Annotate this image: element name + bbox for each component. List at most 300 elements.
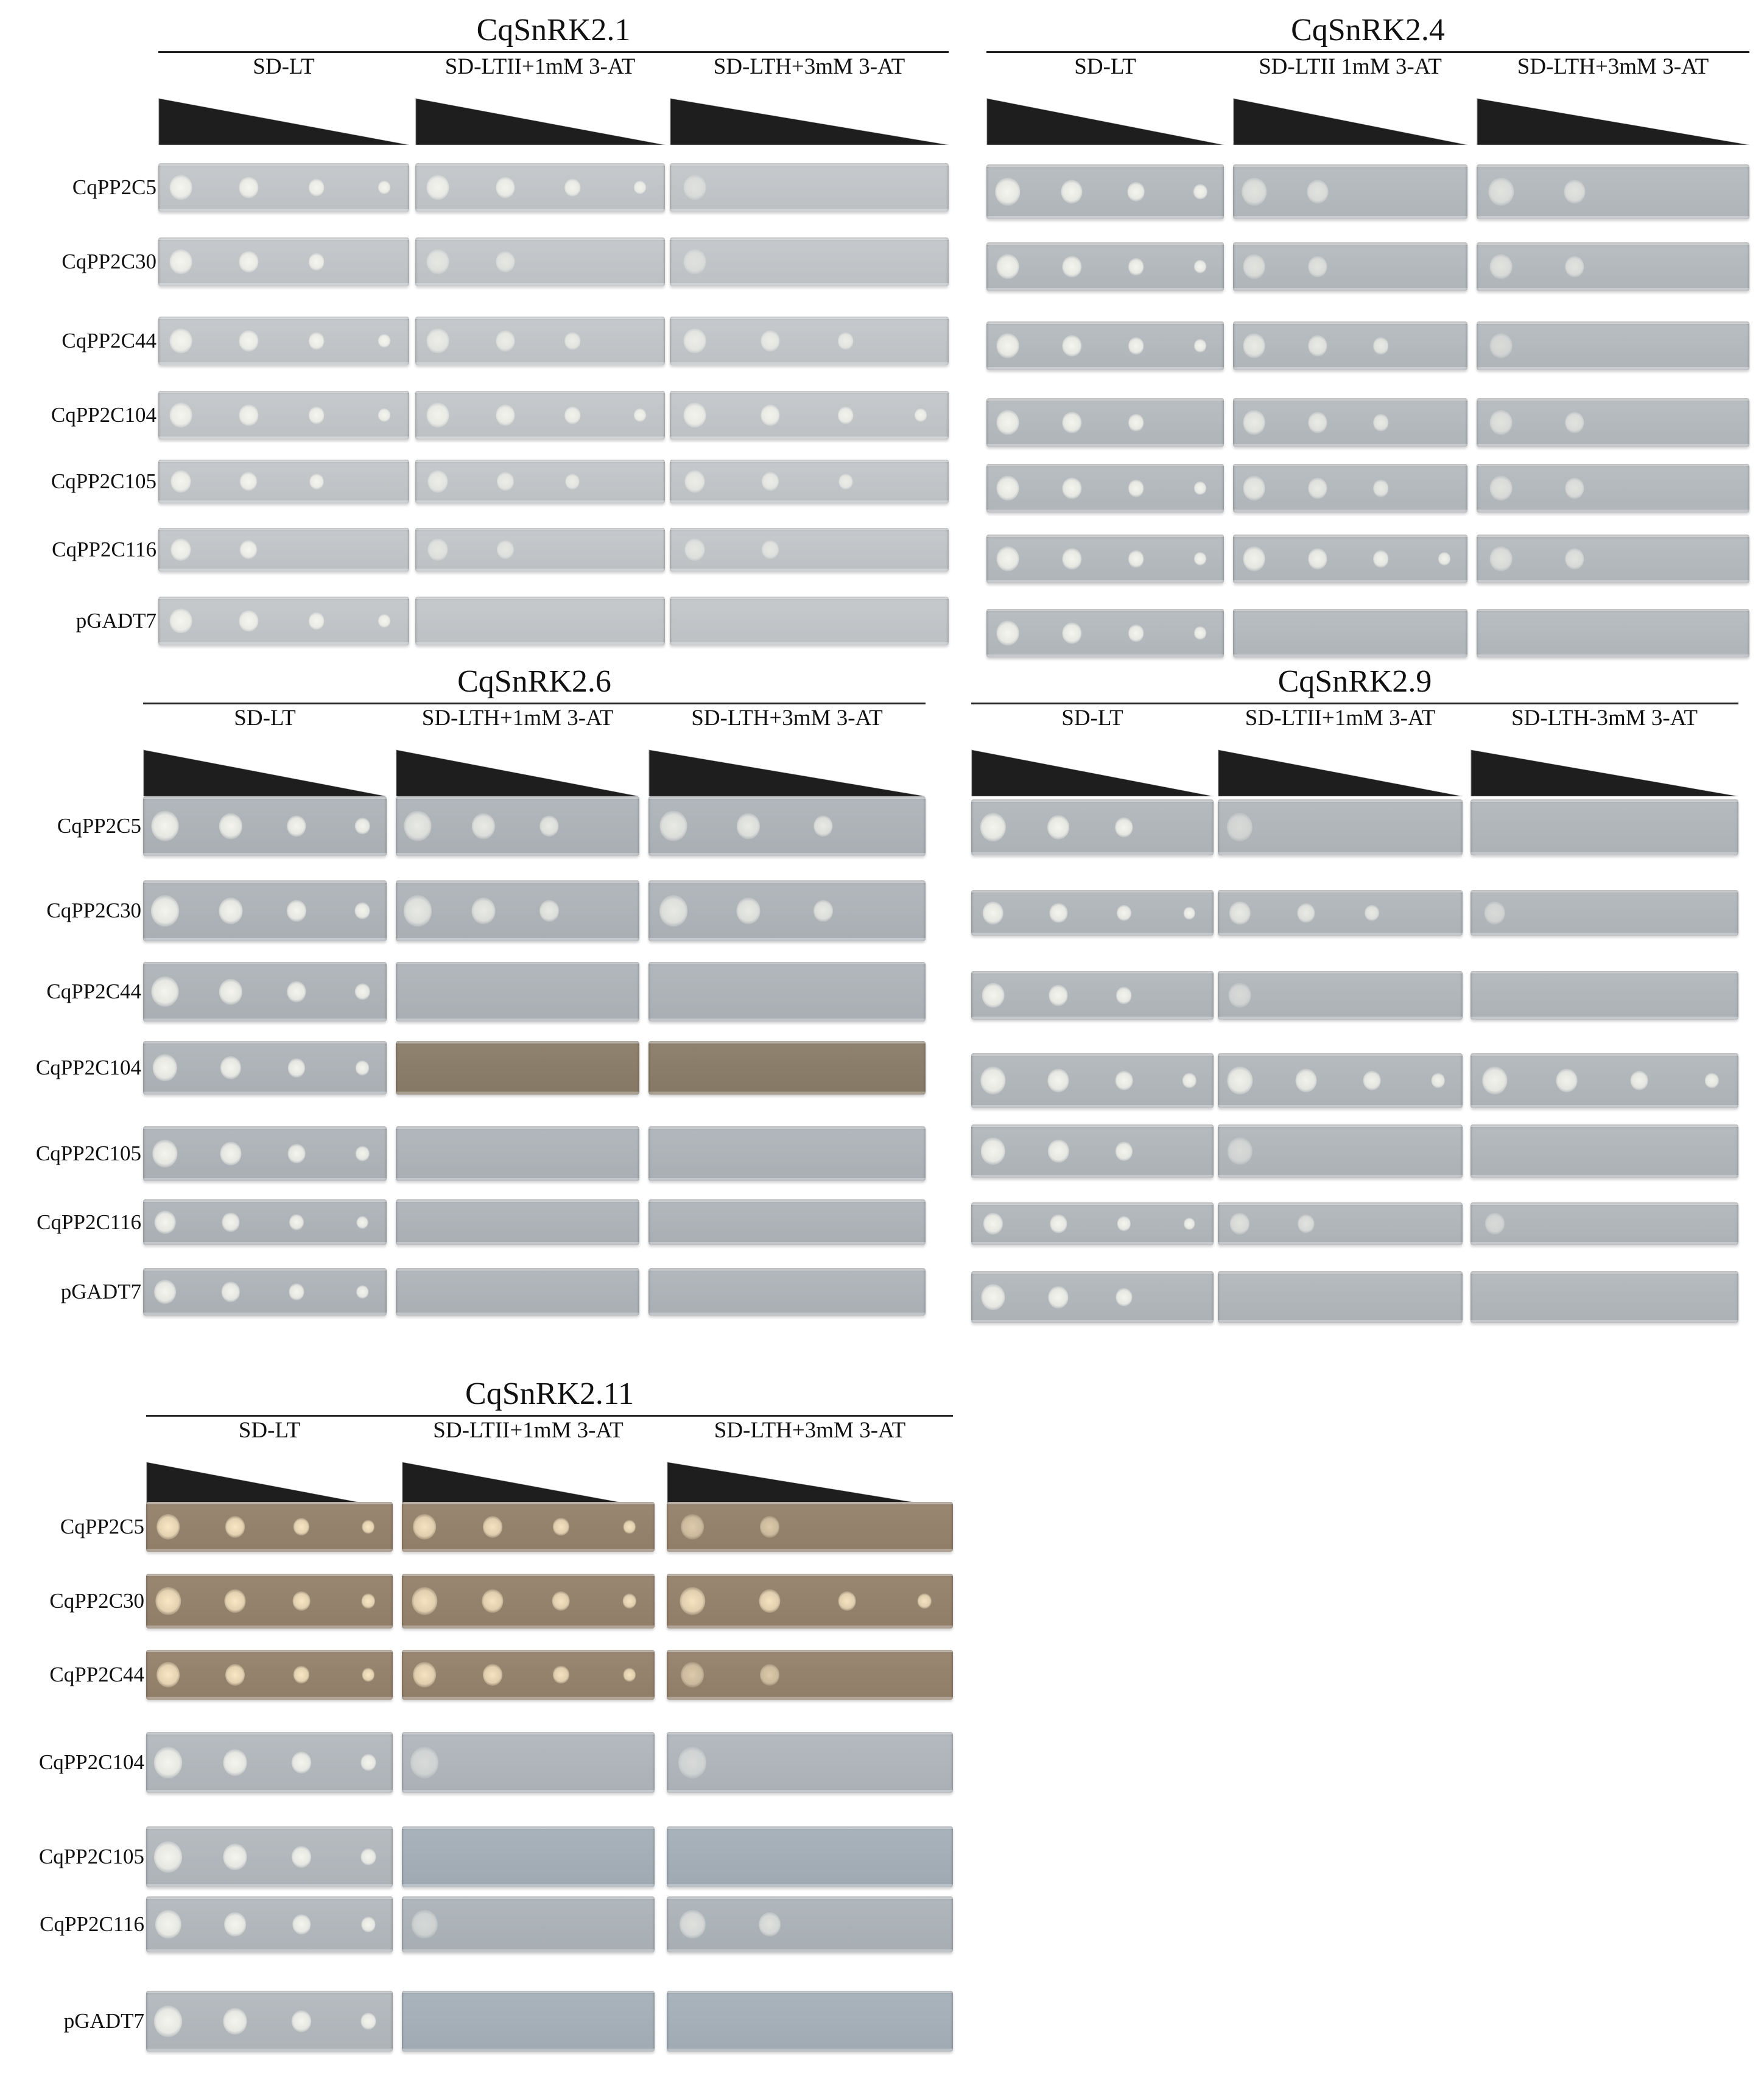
plate-strip: [1477, 535, 1749, 583]
colony-spot: [170, 402, 192, 427]
plate-strip: [667, 1826, 953, 1887]
plate-strip: [986, 242, 1224, 291]
colony-spot: [1117, 1216, 1131, 1231]
title-underline: [986, 51, 1749, 53]
colony-spot: [1483, 983, 1506, 1008]
colony-spot: [1438, 339, 1450, 352]
colony-spot: [1363, 1071, 1381, 1090]
colony-spot: [1482, 1137, 1506, 1165]
colony-spot: [1308, 478, 1327, 499]
colony-spot: [608, 983, 623, 1000]
column-header: SD-LT: [1074, 54, 1136, 79]
colony-spot: [622, 2013, 637, 2030]
colony-spot: [983, 1213, 1003, 1235]
plate-strip: [1477, 242, 1749, 291]
colony-spot: [1640, 182, 1657, 202]
colony-spot: [838, 332, 854, 350]
row-label: CqPP2C105: [35, 1141, 141, 1165]
plate-strip: [971, 1271, 1214, 1323]
column-header: SD-LTH+3mM 3-AT: [1517, 54, 1709, 79]
colony-spot: [837, 1846, 857, 1868]
colony-spot: [1116, 987, 1132, 1005]
title-underline: [158, 51, 949, 53]
colony-spot: [1194, 260, 1206, 273]
colony-spot: [680, 1910, 705, 1938]
colony-spot: [1063, 412, 1081, 433]
colony-spot: [838, 542, 852, 558]
column-header: SD-LTH+1mM 3-AT: [421, 706, 614, 731]
colony-spot: [634, 544, 645, 556]
colony-spot: [1631, 1288, 1648, 1306]
colony-spot: [737, 1141, 759, 1165]
colony-spot: [1364, 1288, 1380, 1306]
dilution-wedge: [1471, 749, 1738, 796]
plate-strip: [1233, 242, 1467, 291]
colony-spot: [684, 249, 706, 274]
colony-spot: [151, 977, 178, 1007]
colony-spot: [360, 1754, 376, 1771]
dilution-wedge: [158, 97, 409, 145]
colony-spot: [171, 470, 191, 493]
colony-spot: [309, 407, 325, 424]
colony-spot: [815, 1058, 832, 1078]
colony-spot: [918, 1916, 932, 1932]
colony-spot: [1432, 1144, 1445, 1159]
colony-spot: [1716, 482, 1728, 495]
colony-spot: [917, 2013, 932, 2030]
colony-spot: [356, 1061, 369, 1076]
colony-spot: [608, 1061, 622, 1076]
dilution-wedge: [1477, 97, 1749, 145]
colony-spot: [427, 470, 448, 493]
colony-spot: [405, 1140, 430, 1168]
colony-spot: [623, 1520, 636, 1534]
plate-strip: [1218, 1271, 1463, 1323]
plate-strip: [415, 391, 665, 440]
colony-spot: [890, 818, 905, 834]
colony-spot: [378, 614, 390, 628]
colony-spot: [814, 1144, 832, 1163]
plate-strip: [158, 597, 409, 645]
colony-spot: [997, 620, 1019, 645]
colony-spot: [1063, 623, 1081, 644]
colony-spot: [565, 253, 581, 271]
colony-spot: [680, 1587, 705, 1615]
colony-spot: [288, 1144, 306, 1163]
colony-spot: [681, 1662, 704, 1688]
plate-strip: [1477, 398, 1749, 447]
colony-spot: [1438, 416, 1450, 429]
column-header: SD-LTII+1mM 3-AT: [445, 54, 636, 79]
colony-spot: [1706, 1218, 1717, 1230]
plate-strip: [1218, 971, 1463, 1020]
plate-strip: [415, 528, 665, 572]
colony-spot: [153, 1054, 177, 1081]
colony-spot: [1182, 819, 1196, 835]
colony-spot: [1295, 815, 1317, 840]
colony-spot: [1559, 1215, 1575, 1233]
colony-spot: [759, 1912, 781, 1937]
colony-spot: [1115, 818, 1133, 838]
colony-spot: [1228, 1137, 1252, 1165]
plate-strip: [670, 597, 949, 645]
plate-strip: [670, 237, 949, 286]
plate-strip: [986, 321, 1224, 370]
colony-spot: [997, 546, 1019, 571]
dilution-wedge: [1218, 749, 1463, 796]
colony-spot: [1373, 480, 1389, 497]
colony-spot: [154, 1841, 182, 1873]
colony-spot: [1194, 482, 1206, 495]
plate-strip: [971, 971, 1214, 1020]
colony-spot: [739, 1282, 757, 1302]
colony-spot: [240, 540, 257, 559]
panel-title: CqSnRK2.9: [1277, 664, 1432, 699]
colony-spot: [891, 1146, 905, 1161]
colony-spot: [287, 815, 306, 836]
colony-spot: [496, 405, 515, 426]
row-label: pGADT7: [76, 609, 156, 633]
colony-spot: [1438, 552, 1450, 566]
colony-spot: [915, 475, 926, 488]
colony-spot: [1631, 987, 1647, 1005]
row-label: CqPP2C104: [51, 403, 156, 427]
colony-spot: [685, 470, 705, 493]
colony-spot: [219, 897, 243, 924]
colony-spot: [170, 328, 192, 353]
plate-strip: [415, 597, 665, 645]
colony-spot: [1182, 1073, 1196, 1088]
colony-spot: [378, 409, 390, 422]
colony-spot: [406, 1054, 430, 1081]
colony-spot: [1557, 1286, 1577, 1308]
column-header: SD-LTH+3mM 3-AT: [691, 706, 883, 731]
plate-strip: [648, 880, 926, 941]
colony-spot: [474, 1212, 492, 1232]
colony-spot: [410, 1841, 438, 1873]
colony-spot: [890, 902, 905, 919]
plate-strip: [402, 1650, 655, 1700]
plate-strip: [146, 1502, 393, 1552]
colony-spot: [838, 1915, 856, 1935]
plate-strip: [1471, 1202, 1738, 1245]
row-label: CqPP2C105: [38, 1845, 144, 1868]
colony-spot: [361, 1593, 375, 1608]
colony-spot: [918, 1668, 931, 1682]
row-label: CqPP2C5: [60, 1515, 144, 1538]
colony-spot: [170, 608, 192, 633]
colony-spot: [1365, 905, 1379, 921]
colony-spot: [1372, 182, 1390, 202]
panel-cqsnrk2-4: [962, 12, 1749, 664]
colony-spot: [892, 1285, 904, 1299]
title-underline: [146, 1415, 953, 1417]
colony-spot: [890, 983, 905, 1000]
plate-strip: [146, 1732, 393, 1793]
colony-spot: [541, 1144, 558, 1163]
colony-spot: [1296, 1140, 1316, 1163]
colony-spot: [1558, 985, 1576, 1006]
plate-strip: [1233, 321, 1467, 370]
colony-spot: [356, 1285, 368, 1299]
colony-spot: [154, 2005, 182, 2037]
colony-spot: [1308, 623, 1327, 644]
colony-spot: [1373, 337, 1389, 355]
colony-spot: [1063, 478, 1081, 499]
colony-spot: [917, 1754, 932, 1771]
plate-strip: [402, 1732, 655, 1793]
dilution-wedge: [143, 749, 387, 796]
colony-spot: [1047, 815, 1069, 840]
colony-spot: [981, 1284, 1005, 1311]
colony-spot: [287, 981, 306, 1002]
colony-spot: [239, 177, 258, 198]
colony-spot: [1063, 256, 1081, 278]
colony-spot: [1490, 546, 1513, 571]
colony-spot: [1307, 180, 1328, 203]
colony-spot: [1631, 1141, 1648, 1161]
colony-spot: [472, 979, 495, 1005]
colony-spot: [378, 334, 390, 348]
plate-strip: [1233, 609, 1467, 658]
colony-spot: [634, 255, 646, 268]
plate-strip: [402, 1502, 655, 1552]
colony-spot: [1564, 180, 1586, 203]
colony-spot: [917, 1848, 932, 1865]
colony-spot: [362, 1520, 374, 1534]
colony-spot: [1565, 478, 1584, 499]
panel-cqsnrk2-1: [12, 12, 949, 651]
colony-spot: [1716, 552, 1728, 566]
colony-spot: [239, 611, 258, 632]
colony-spot: [1373, 414, 1389, 432]
colony-spot: [292, 1846, 311, 1868]
plate-strip: [648, 1126, 926, 1181]
colony-spot: [1705, 1144, 1718, 1159]
plate-strip: [667, 1732, 953, 1793]
colony-spot: [982, 983, 1004, 1008]
colony-spot: [360, 2013, 376, 2030]
colony-spot: [410, 2005, 438, 2037]
plate-strip: [1477, 609, 1749, 658]
colony-spot: [1715, 184, 1729, 199]
plate-strip: [648, 1199, 926, 1245]
colony-spot: [412, 1910, 437, 1938]
plate-strip: [670, 391, 949, 440]
colony-spot: [155, 1910, 181, 1938]
colony-spot: [761, 405, 779, 426]
plate-strip: [143, 1199, 387, 1245]
colony-spot: [1063, 335, 1081, 357]
colony-spot: [288, 1058, 305, 1078]
colony-spot: [678, 2005, 706, 2037]
plate-strip: [986, 164, 1224, 219]
dilution-wedge: [670, 97, 949, 145]
colony-spot: [758, 1843, 782, 1870]
plate-strip: [1233, 164, 1467, 219]
colony-spot: [1438, 482, 1450, 495]
colony-spot: [154, 1747, 182, 1778]
colony-spot: [1308, 256, 1327, 278]
colony-spot: [915, 409, 927, 422]
colony-spot: [1295, 1068, 1316, 1092]
plate-strip: [986, 535, 1224, 583]
column-header: SD-LTII+1mM 3-AT: [433, 1418, 624, 1443]
colony-spot: [838, 612, 854, 630]
colony-spot: [608, 1146, 622, 1161]
colony-spot: [482, 1912, 504, 1937]
plate-strip: [1218, 890, 1463, 936]
plate-strip: [396, 1041, 639, 1095]
plate-strip: [670, 460, 949, 503]
colony-spot: [225, 1516, 245, 1538]
plate-strip: [402, 1991, 655, 2052]
colony-spot: [553, 1666, 569, 1683]
colony-spot: [473, 1056, 494, 1079]
colony-spot: [1705, 1073, 1719, 1088]
colony-spot: [1482, 1067, 1507, 1095]
colony-spot: [1630, 818, 1648, 838]
colony-spot: [427, 538, 448, 561]
colony-spot: [240, 472, 257, 491]
colony-spot: [472, 813, 495, 840]
colony-spot: [813, 900, 833, 922]
colony-spot: [838, 179, 854, 197]
plate-strip: [648, 1041, 926, 1095]
plate-strip: [402, 1574, 655, 1629]
colony-spot: [239, 405, 258, 426]
colony-spot: [362, 1668, 374, 1682]
colony-spot: [483, 1516, 502, 1538]
colony-spot: [219, 979, 242, 1005]
plate-strip: [146, 1826, 393, 1887]
plate-strip: [1218, 1202, 1463, 1245]
colony-spot: [496, 331, 515, 352]
plate-strip: [415, 237, 665, 286]
colony-spot: [539, 900, 559, 922]
colony-spot: [473, 1141, 494, 1165]
colony-spot: [426, 608, 449, 633]
colony-spot: [293, 1591, 311, 1611]
colony-spot: [736, 897, 760, 924]
colony-spot: [170, 175, 192, 200]
colony-spot: [154, 1280, 176, 1304]
row-label: CqPP2C5: [72, 175, 156, 199]
colony-spot: [378, 181, 390, 194]
colony-spot: [565, 612, 581, 630]
colony-spot: [1481, 813, 1507, 841]
colony-spot: [760, 1664, 779, 1686]
plate-strip: [670, 317, 949, 365]
colony-spot: [1128, 414, 1144, 432]
colony-spot: [309, 612, 325, 630]
colony-spot: [497, 540, 514, 559]
colony-spot: [1706, 906, 1718, 919]
colony-spot: [622, 1916, 636, 1932]
colony-spot: [837, 1752, 857, 1773]
colony-spot: [737, 813, 760, 840]
colony-spot: [1308, 335, 1327, 357]
colony-spot: [309, 179, 325, 197]
colony-spot: [1049, 985, 1068, 1006]
colony-spot: [404, 811, 431, 841]
colony-spot: [1640, 480, 1656, 497]
colony-spot: [552, 1591, 570, 1611]
colony-spot: [566, 542, 580, 558]
colony-spot: [1490, 620, 1513, 645]
plate-strip: [986, 464, 1224, 513]
colony-spot: [157, 1662, 180, 1688]
colony-spot: [1049, 1286, 1069, 1308]
colony-spot: [1117, 905, 1131, 921]
colony-spot: [1182, 1144, 1196, 1159]
colony-spot: [481, 2008, 505, 2035]
colony-spot: [1432, 1290, 1444, 1305]
colony-spot: [170, 249, 192, 274]
colony-spot: [410, 1747, 438, 1778]
plate-strip: [1471, 799, 1738, 855]
row-label: pGADT7: [63, 2009, 144, 2033]
colony-spot: [1228, 1284, 1252, 1311]
column-header: SD-LT: [238, 1418, 301, 1443]
row-label: CqPP2C44: [49, 1663, 144, 1686]
plate-strip: [158, 163, 409, 212]
plate-strip: [667, 1502, 953, 1552]
colony-spot: [1365, 1216, 1379, 1231]
colony-spot: [1116, 1141, 1133, 1161]
panel-title: CqSnRK2.1: [476, 13, 631, 47]
colony-spot: [1373, 258, 1389, 276]
colony-spot: [309, 542, 323, 558]
plate-strip: [1471, 971, 1738, 1020]
colony-spot: [915, 334, 927, 348]
plate-strip: [1471, 890, 1738, 936]
colony-spot: [761, 177, 779, 198]
colony-spot: [1565, 623, 1584, 644]
colony-spot: [404, 977, 431, 1007]
colony-spot: [1705, 1290, 1718, 1305]
plate-strip: [143, 1126, 387, 1181]
dilution-wedge: [648, 749, 926, 796]
plate-strip: [143, 880, 387, 941]
colony-spot: [684, 608, 706, 633]
colony-spot: [1127, 182, 1145, 202]
colony-spot: [1490, 410, 1513, 435]
colony-spot: [155, 1210, 176, 1234]
colony-spot: [565, 332, 581, 350]
plate-strip: [143, 796, 387, 856]
colony-spot: [1183, 989, 1195, 1002]
row-label: CqPP2C104: [38, 1750, 144, 1774]
plate-strip: [670, 528, 949, 572]
plate-strip: [1471, 1124, 1738, 1178]
colony-spot: [1432, 906, 1444, 919]
colony-spot: [293, 1666, 309, 1683]
colony-spot: [1116, 1288, 1132, 1306]
plate-strip: [986, 398, 1224, 447]
colony-spot: [634, 475, 645, 488]
colony-spot: [360, 1848, 376, 1865]
panel-cqsnrk2-11: [12, 1376, 953, 2058]
colony-spot: [552, 1915, 570, 1935]
colony-spot: [551, 1846, 571, 1868]
colony-spot: [1115, 1071, 1133, 1090]
colony-spot: [1556, 815, 1578, 840]
colony-spot: [983, 901, 1004, 925]
plate-strip: [158, 528, 409, 572]
colony-spot: [309, 474, 323, 489]
row-label: CqPP2C30: [49, 1589, 144, 1613]
